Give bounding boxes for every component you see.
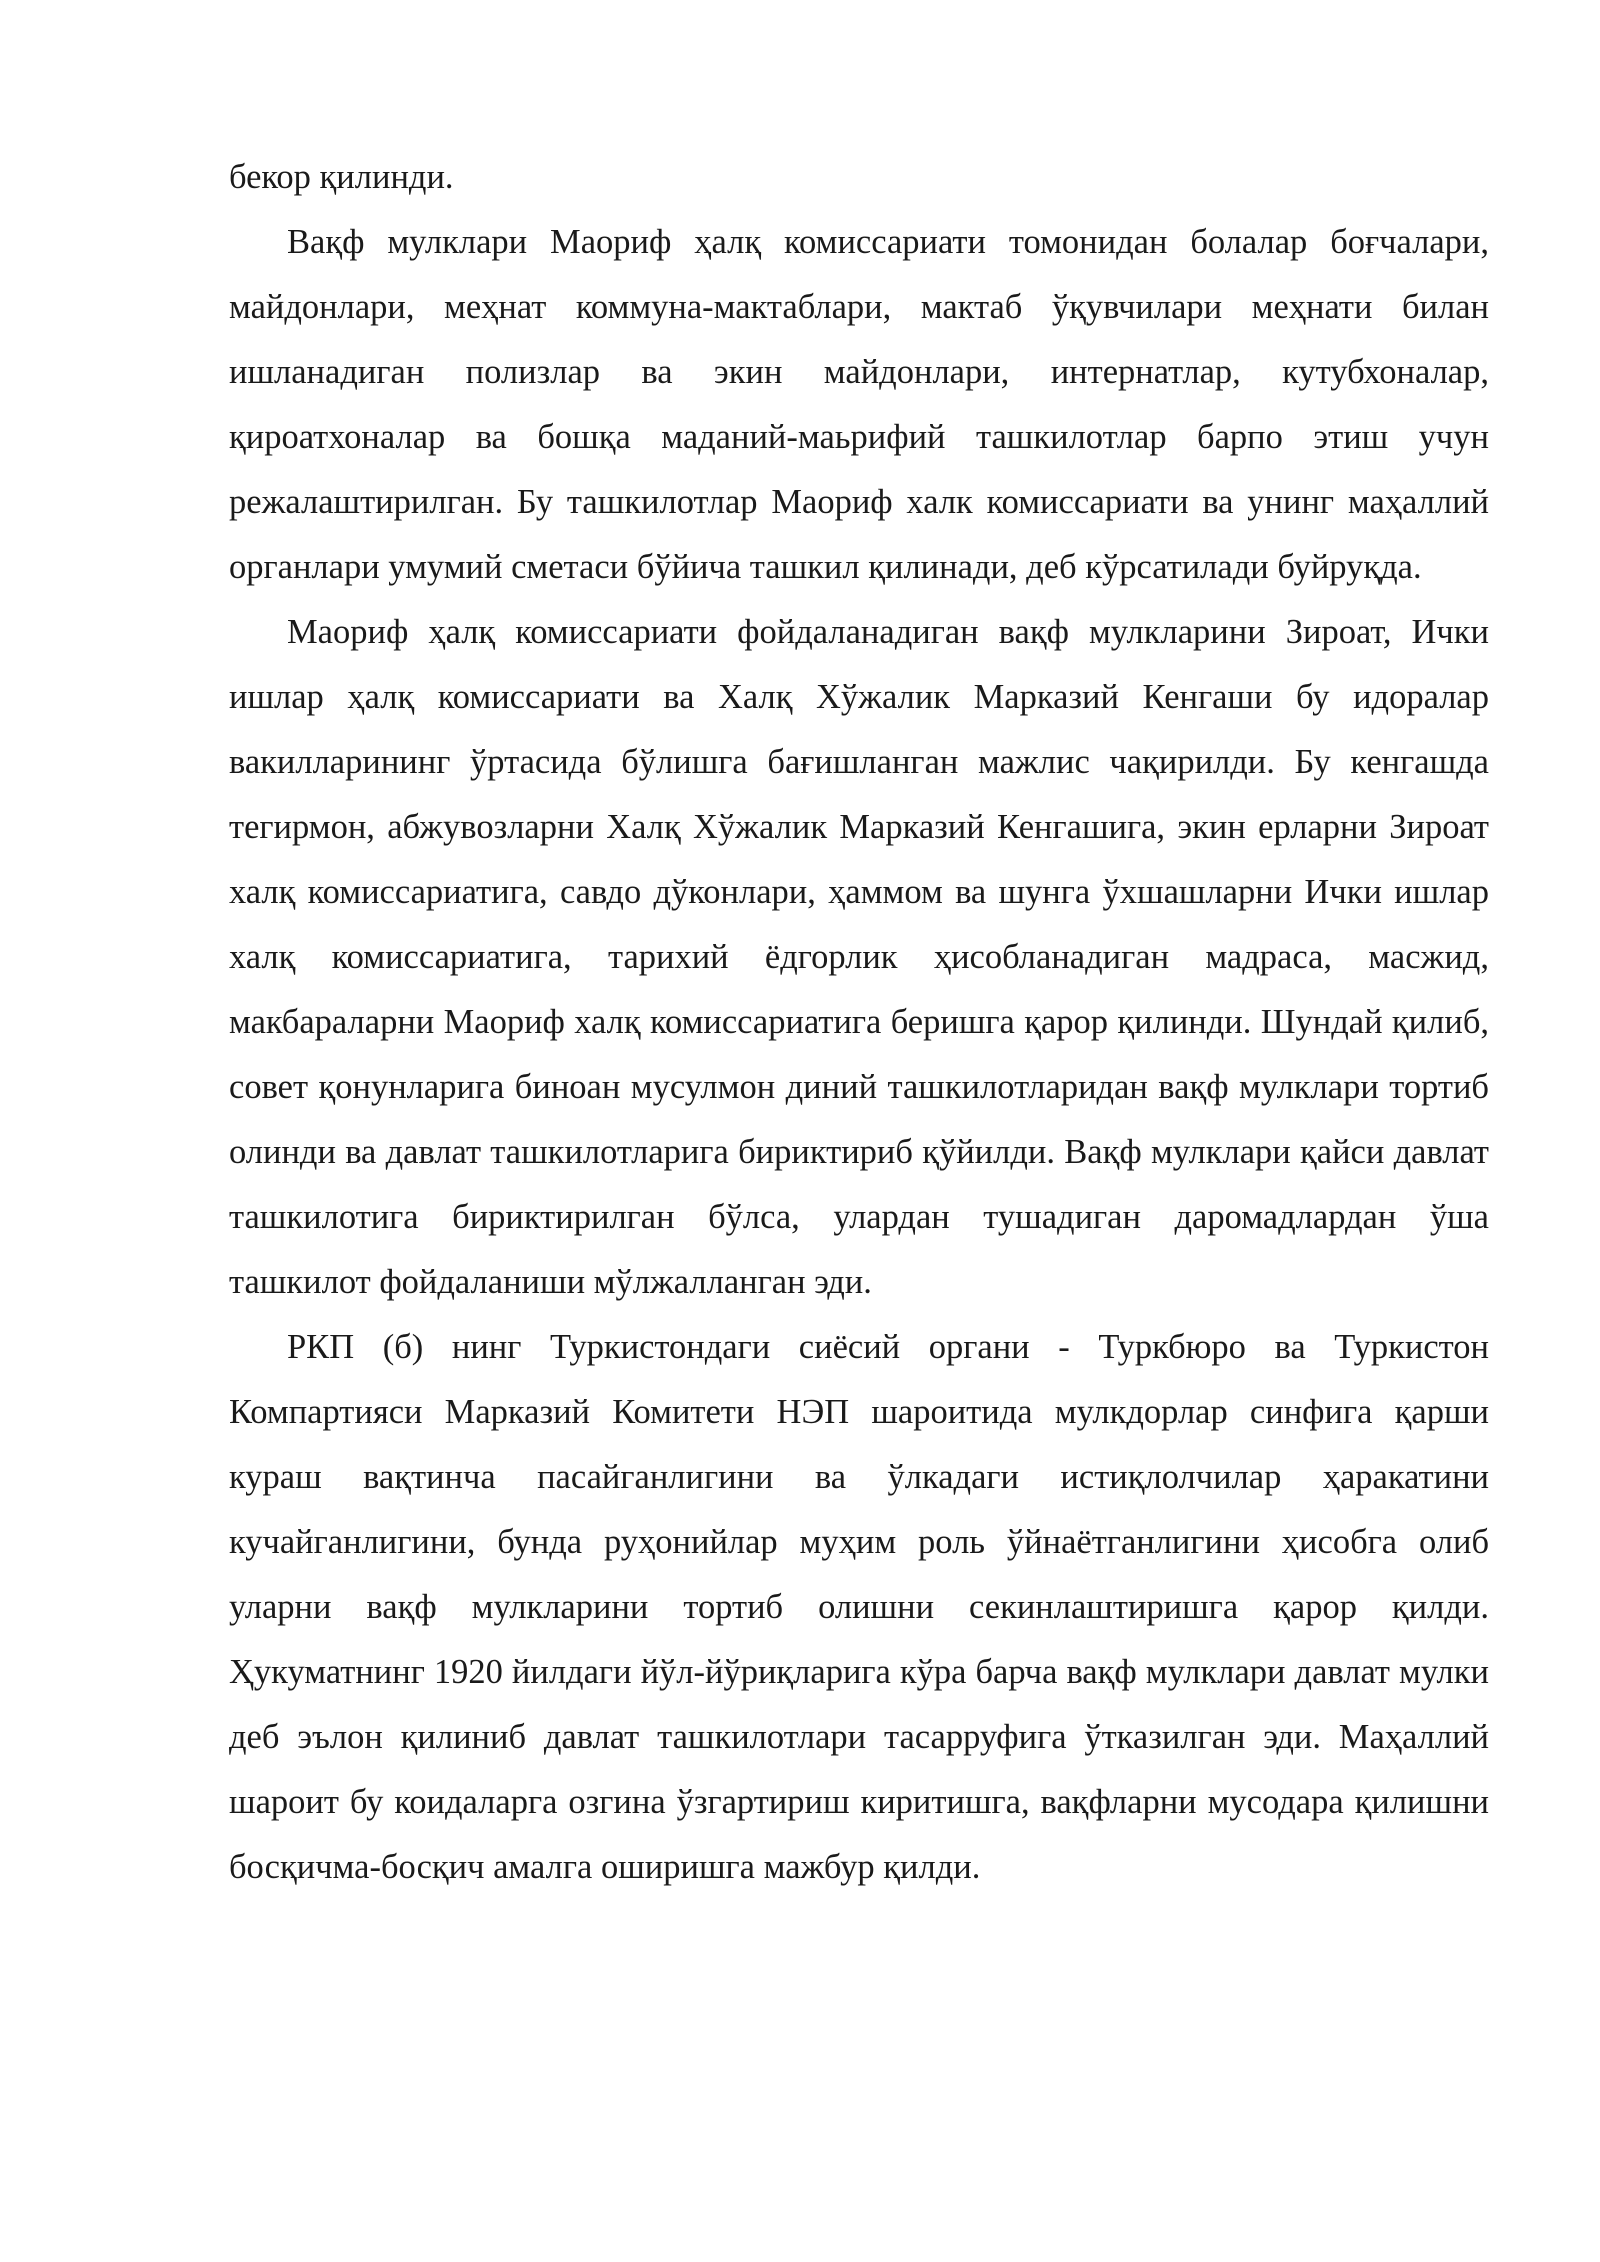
paragraph-commissariat-meeting: Маориф ҳалқ комиссариати фойдаланадиган вақф мулкларини Зироат, Ички ишлар ҳалқ комиссариати ва Халқ Хўжалик Марказий Кенгаши бу идоралар вакилларининг ўртасида бўлишга бағишланган мажлис чақирилди. Бу кенгашда тегирмон, абжувозларни Халқ Хўжалик Марказий Кенгашига, экин ерларни Зироат халқ комиссариатига, савдо дўконлари, ҳаммом ва шунга ўхшашларни Ички ишлар халқ комиссариатига, тарихий ёдгорлик ҳисобланадиган мадраса, масжид, макбараларни Маориф халқ комиссариатига беришга қарор қилинди. Шундай қилиб, совет қонунларига биноан мусулмон диний ташкилотларидан вақф мулклари тортиб олинди ва давлат ташкилотларига бириктириб қўйилди. Вақф мулклари қайси давлат ташкилотига бириктирилган бўлса, улардан тушадиган даромадлардан ўша ташкилот фойдаланиши мўлжалланган эди.: [229, 613, 1489, 1301]
document-page: [229, 145, 1489, 1900]
paragraph-vaqf-properties: Вақф мулклари Маориф ҳалқ комиссариати томонидан болалар боғчалари, майдонлари, меҳнат коммуна-мактаблари, мактаб ўқувчилари меҳнати билан ишланадиган полизлар ва экин майдонлари, интернатлар, кутубхоналар, қироатхоналар ва бошқа маданий-маьрифий ташкилотлар барпо этиш учун режалаштирилган. Бу ташкилотлар Маориф халк комиссариати ва унинг маҳаллий органлари умумий сметаси бўйича ташкил қилинади, деб кўрсатилади буйруқда.: [229, 223, 1489, 586]
paragraph-turkburo: РКП (б) нинг Туркистондаги сиёсий органи - Туркбюро ва Туркистон Компартияси Марказий Комитети НЭП шароитида мулкдорлар синфига қарши кураш вақтинча пасайганлигини ва ўлкадаги истиқлолчилар ҳаракатини кучайганлигини, бунда руҳонийлар муҳим роль ўйнаётганлигини ҳисобга олиб уларни вақф мулкларини тортиб олишни секинлаштиришга қарор қилди. Ҳукуматнинг 1920 йилдаги йўл-йўриқларига кўра барча вақф мулклари давлат мулки деб эълон қилиниб давлат ташкилотлари тасарруфига ўтказилган эди. Маҳаллий шароит бу коидаларга озгина ўзгартириш киритишга, вақфларни мусодара қилишни босқичма-босқич амалга оширишга мажбур қилди.: [229, 1328, 1489, 1886]
paragraph-continuation: бекор қилинди.: [229, 158, 454, 196]
